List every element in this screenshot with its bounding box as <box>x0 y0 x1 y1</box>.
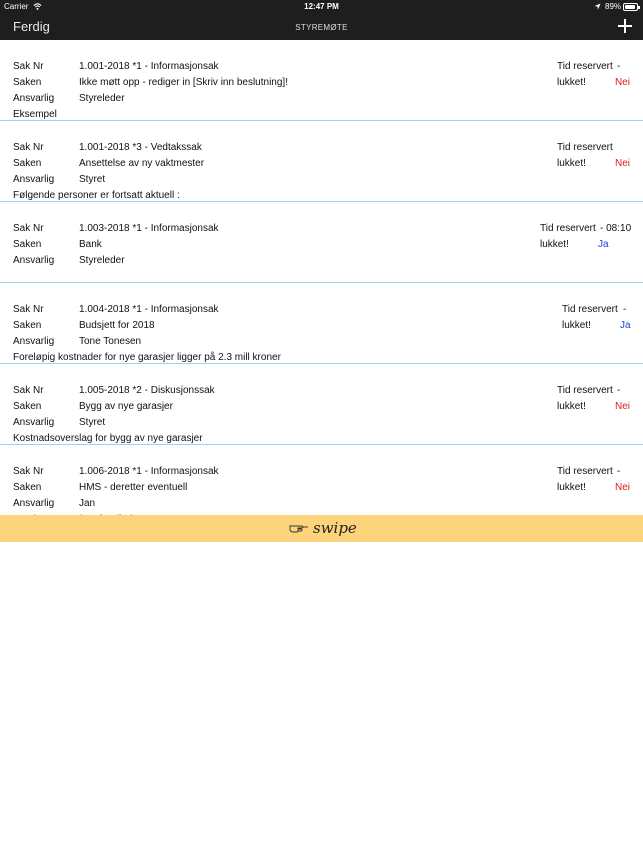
saken-label: Saken <box>13 158 42 169</box>
sak-nr-label: Sak Nr <box>13 223 44 234</box>
item-note: Eksempel <box>13 109 57 120</box>
lukket-label: lukket! <box>557 158 586 169</box>
agenda-list <box>0 40 643 526</box>
swipe-label: swipe <box>313 519 357 537</box>
sak-nr-value: 1.004-2018 *1 - Informasjonsak <box>79 304 219 315</box>
saken-label: Saken <box>13 320 42 331</box>
saken-value: Bank <box>79 239 102 250</box>
sak-nr-value: 1.003-2018 *1 - Informasjonsak <box>79 223 219 234</box>
ansvarlig-label: Ansvarlig <box>13 417 55 428</box>
ansvarlig-value: Tone Tonesen <box>79 336 142 347</box>
tid-value: - <box>617 385 621 396</box>
lukket-value: Nei <box>615 401 631 412</box>
tid-reservert-label: Tid reservert <box>562 304 618 315</box>
tid-value: - 08:10 <box>600 223 632 234</box>
ansvarlig-label: Ansvarlig <box>13 498 55 509</box>
ansvarlig-label: Ansvarlig <box>13 174 55 185</box>
tid-reservert-label: Tid reservert <box>557 61 613 72</box>
done-button[interactable]: Ferdig <box>13 19 50 34</box>
saken-value: HMS - deretter eventuell <box>79 482 188 493</box>
plus-icon[interactable] <box>616 17 634 35</box>
battery-percent: 89% <box>605 2 622 11</box>
ansvarlig-label: Ansvarlig <box>13 255 55 266</box>
carrier-label: Carrier <box>4 2 29 11</box>
ansvarlig-label: Ansvarlig <box>13 336 55 347</box>
status-bar <box>0 0 643 14</box>
lukket-value: Nei <box>615 77 631 88</box>
lukket-value: Ja <box>598 239 609 250</box>
saken-value: Bygg av nye garasjer <box>79 401 173 412</box>
tid-value: - <box>623 304 627 315</box>
list-item[interactable] <box>0 202 643 283</box>
lukket-label: lukket! <box>557 77 586 88</box>
list-item[interactable] <box>0 40 643 121</box>
ansvarlig-value: Styret <box>79 417 106 428</box>
tid-reservert-label: Tid reservert <box>557 142 613 153</box>
sak-nr-label: Sak Nr <box>13 61 44 72</box>
battery-nub <box>638 6 640 9</box>
ansvarlig-value: Jan <box>79 498 96 509</box>
list-item[interactable] <box>0 364 643 445</box>
sak-nr-label: Sak Nr <box>13 304 44 315</box>
lukket-value: Nei <box>615 482 631 493</box>
battery-fill <box>625 5 635 9</box>
saken-value: Budsjett for 2018 <box>79 320 155 331</box>
status-time: 12:47 PM <box>304 2 339 11</box>
item-note: Foreløpig kostnader for nye garasjer ligger på 2.3 mill kroner <box>13 352 281 363</box>
page-title: STYREMØTE <box>295 23 348 32</box>
tid-reservert-label: Tid reservert <box>557 466 613 477</box>
tid-value: - <box>617 61 621 72</box>
lukket-value: Ja <box>620 320 631 331</box>
list-item[interactable] <box>0 121 643 202</box>
pointing-hand-icon <box>289 523 309 533</box>
sak-nr-value: 1.001-2018 *3 - Vedtakssak <box>79 142 202 153</box>
ansvarlig-label: Ansvarlig <box>13 93 55 104</box>
list-item[interactable] <box>0 283 643 364</box>
saken-value: Ansettelse av ny vaktmester <box>79 158 205 169</box>
saken-label: Saken <box>13 77 42 88</box>
swipe-banner[interactable] <box>0 515 643 542</box>
ansvarlig-value: Styreleder <box>79 93 125 104</box>
lukket-label: lukket! <box>540 239 569 250</box>
sak-nr-value: 1.005-2018 *2 - Diskusjonssak <box>79 385 215 396</box>
location-arrow-icon <box>594 3 601 10</box>
item-note: Kostnadsoverslag for bygg av nye garasjer <box>13 433 203 444</box>
lukket-label: lukket! <box>557 401 586 412</box>
saken-label: Saken <box>13 239 42 250</box>
tid-value: - <box>617 466 621 477</box>
nav-bar <box>0 14 643 40</box>
sak-nr-label: Sak Nr <box>13 466 44 477</box>
saken-label: Saken <box>13 482 42 493</box>
lukket-label: lukket! <box>562 320 591 331</box>
sak-nr-label: Sak Nr <box>13 385 44 396</box>
ansvarlig-value: Styret <box>79 174 106 185</box>
lukket-label: lukket! <box>557 482 586 493</box>
sak-nr-value: 1.006-2018 *1 - Informasjonsak <box>79 466 219 477</box>
sak-nr-label: Sak Nr <box>13 142 44 153</box>
item-note: Følgende personer er fortsatt aktuell : <box>13 190 180 201</box>
list-item[interactable] <box>0 445 643 526</box>
tid-reservert-label: Tid reservert <box>557 385 613 396</box>
tid-reservert-label: Tid reservert <box>540 223 596 234</box>
sak-nr-value: 1.001-2018 *1 - Informasjonsak <box>79 61 219 72</box>
ansvarlig-value: Styreleder <box>79 255 125 266</box>
saken-value: Ikke møtt opp - rediger in [Skriv inn beslutning]! <box>79 77 288 88</box>
saken-label: Saken <box>13 401 42 412</box>
lukket-value: Nei <box>615 158 631 169</box>
battery-icon <box>623 3 638 11</box>
